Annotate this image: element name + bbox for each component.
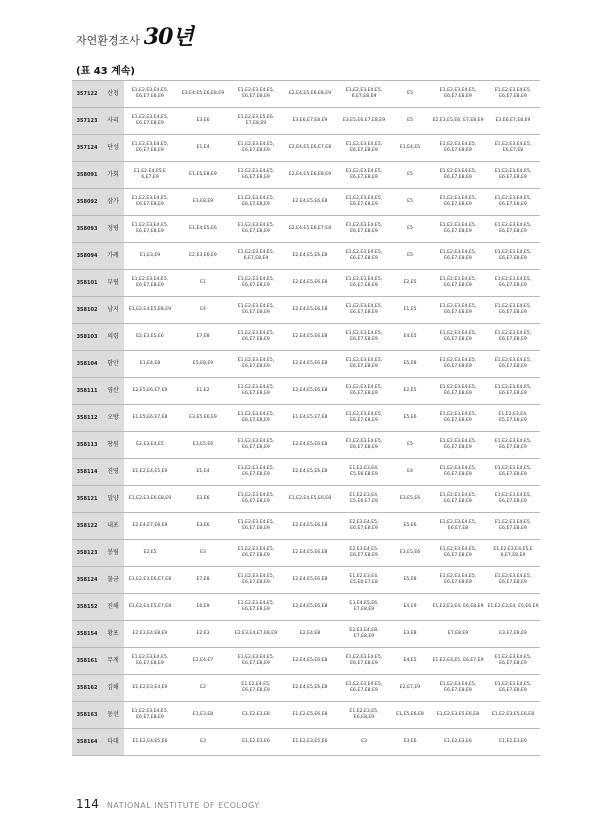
survey-value-cell: E2,E4,E5,E6,E8	[282, 540, 338, 567]
map-code-cell: 358104	[72, 351, 102, 378]
survey-value-cell: E2,E4,E5,E6,E8	[282, 675, 338, 702]
survey-value-cell: E1,E4	[176, 459, 230, 486]
survey-value-cell: E1,E2,E3,E4,E5, E6,E7,E8,E9	[486, 324, 540, 351]
survey-value-cell: E1,E5	[390, 297, 430, 324]
survey-value-cell: E7,E8,E9	[430, 621, 486, 648]
map-name-cell: 정평	[102, 216, 124, 243]
survey-value-cell: E1,E2,E4,E5, E6,E7,E9	[430, 648, 486, 675]
survey-value-cell: E1,E4,E8	[124, 351, 176, 378]
survey-value-cell: E1,E2,E3,E4,E5, E6,E7,E8,E9	[124, 270, 176, 297]
survey-value-cell: E1,E2,E3,E4,E5, E6,E7,E8,E9	[486, 162, 540, 189]
survey-value-cell: E2,E3	[176, 621, 230, 648]
survey-value-cell: E1,E2,E3,E4,E5, E6,E7,E8,E9	[338, 324, 390, 351]
survey-value-cell: E1,E2,E3,E5,E6,E8	[430, 702, 486, 729]
survey-value-cell: E1,E2,E3,E6,E8,E9	[124, 486, 176, 513]
survey-value-cell: E2,E3,E5,E6, E7,E8,E9	[430, 108, 486, 135]
survey-value-cell: E1,E2,E3,E4,E5, E6,E7,E8,E9	[486, 567, 540, 594]
map-code-cell: 358094	[72, 243, 102, 270]
map-name-cell: 진해	[102, 594, 124, 621]
table-row	[72, 297, 540, 324]
survey-value-cell: E1,E2,E4,E5,E7,E8	[124, 594, 176, 621]
survey-value-cell: E1,E2,E3,E4,E5, E6,E7,E8,E9	[230, 297, 282, 324]
survey-value-cell: E5	[390, 81, 430, 108]
page-header	[76, 20, 193, 51]
survey-value-cell: E1,E2,E3,E4,E5, E6,E7,E8,E9	[430, 162, 486, 189]
survey-value-cell: E1,E2,E3,E4,E5, E6,E7,E8,E9	[486, 513, 540, 540]
survey-value-cell: E1,E2,E3,E4,E5, E6,E7,E8,E9	[124, 189, 176, 216]
map-name-cell: 가례	[102, 243, 124, 270]
survey-value-cell: E1	[176, 270, 230, 297]
survey-value-cell: E1,E2	[176, 378, 230, 405]
map-code-cell: 358093	[72, 216, 102, 243]
survey-value-cell: E6,E9	[176, 594, 230, 621]
survey-value-cell: E1,E2,E3,E6	[430, 729, 486, 756]
page-number: 114	[76, 797, 99, 811]
survey-value-cell: E2,E4,E5,E6,E8	[282, 648, 338, 675]
map-name-cell: 밀양	[102, 486, 124, 513]
survey-value-cell: E1,E2,E3,E4, E5,E6,E7,E9	[338, 486, 390, 513]
survey-value-cell: E3	[176, 729, 230, 756]
table-row	[72, 459, 540, 486]
survey-value-cell: E1,E2,E3,E4,E5, E6,E7,E8,E9	[430, 135, 486, 162]
survey-value-cell: E2,E3,E5,E6	[124, 324, 176, 351]
survey-value-cell: E1,E2,E3,E8	[230, 702, 282, 729]
survey-value-cell: E1,E2,E3,E4,E5, E6,E7,E8,E9	[430, 540, 486, 567]
survey-value-cell: E1,E2,E3,E4,E5, E6,E7,E8,E9	[430, 405, 486, 432]
survey-value-cell: E2,E4,E5,E6,E8,E9	[282, 162, 338, 189]
survey-value-cell: E1,E2,E3,E4,E5, E6,E7,E8,E9	[430, 675, 486, 702]
survey-value-cell: E2,E3,E4,E8,E9	[124, 621, 176, 648]
survey-value-cell: E1,E2,E4,E5, E6,E7,E8,E9	[230, 675, 282, 702]
table-row	[72, 540, 540, 567]
survey-value-cell: E4	[176, 297, 230, 324]
survey-value-cell: E2,E4,E5,E6,E8	[282, 567, 338, 594]
map-name-cell: 가회	[102, 162, 124, 189]
map-code-cell: 358114	[72, 459, 102, 486]
survey-value-cell: E1,E2,E3,E4,E5, E6,E7,E8,E9	[124, 702, 176, 729]
survey-value-cell: E5,E8	[390, 351, 430, 378]
table-row	[72, 324, 540, 351]
survey-value-cell: E1,E2,E3,E4,E5, E6,E7,E8,E9	[230, 189, 282, 216]
survey-value-cell: E2,E4,E5,E6,E8	[282, 378, 338, 405]
survey-value-cell: E1,E2,E3,E4,E5, E6,E7,E8,E9	[230, 162, 282, 189]
survey-value-cell: E1,E2,E3,E6	[230, 729, 282, 756]
map-code-cell: 358161	[72, 648, 102, 675]
survey-value-cell: E3,E8	[390, 621, 430, 648]
survey-value-cell: E4	[390, 459, 430, 486]
survey-value-cell: E1,E2,E3,E4,E5, E6,E7,E8,E9	[486, 675, 540, 702]
survey-value-cell: E5	[390, 108, 430, 135]
survey-data-table	[72, 80, 540, 756]
survey-value-cell: E3,E6	[176, 108, 230, 135]
survey-value-cell: E1,E2,E3,E4,E5, E6,E7,E8,E9	[230, 351, 282, 378]
survey-value-cell: E3,E6	[176, 486, 230, 513]
map-name-cell: 봉림	[102, 540, 124, 567]
table-row	[72, 675, 540, 702]
survey-value-cell: E2,E4,E5,E6,E8	[282, 297, 338, 324]
survey-value-cell: E2,E3,E4,E7,E8,E9	[230, 621, 282, 648]
table-row	[72, 135, 540, 162]
survey-value-cell: E1,E2,E3,E4,E5, E6,E7,E8,E9	[230, 594, 282, 621]
survey-value-cell: E7,E8	[176, 567, 230, 594]
table-row	[72, 648, 540, 675]
survey-value-cell: E1,E3,E8	[176, 702, 230, 729]
survey-value-cell: E2,E4,E7,E8,E9	[124, 513, 176, 540]
survey-value-cell: E3,E5,E6,E7,E8,E9	[338, 108, 390, 135]
map-code-cell: 358152	[72, 594, 102, 621]
survey-value-cell: E3,E8,E9	[176, 189, 230, 216]
survey-value-cell: E1,E2,E3,E4,E5, E6,E7,E8,E9	[338, 270, 390, 297]
survey-value-cell: E3,E6,E7,E8,E9	[282, 108, 338, 135]
table-row	[72, 567, 540, 594]
survey-value-cell: E1,E2,E3,E4,E5, E6,E7,E8,E9	[338, 405, 390, 432]
table-body	[72, 81, 540, 756]
survey-value-cell: E1,E2,E3,E4, E5,E6,E8,E9	[338, 459, 390, 486]
survey-value-cell: E1,E2,E3,E4,E5, E6,E7,E8,E9	[486, 243, 540, 270]
map-name-cell: 의령	[102, 324, 124, 351]
survey-value-cell: E1,E2,E3,E4,E5, E6,E7,E8,E9	[486, 432, 540, 459]
survey-value-cell: E1,E2,E3,E4, E5,E7,E8,E9	[486, 405, 540, 432]
survey-value-cell: E2,E4,E5,E6,E8	[282, 351, 338, 378]
survey-value-cell: E1,E4,E5,E6	[176, 216, 230, 243]
survey-value-cell: E1,E2,E3,E4,E5, E6,E7,E8,E9	[230, 324, 282, 351]
table-row	[72, 81, 540, 108]
map-code-cell: 358163	[72, 702, 102, 729]
map-name-cell: 단성	[102, 135, 124, 162]
table-row	[72, 270, 540, 297]
survey-value-cell: E1,E2,E3,E4,E5, E6,E7,E8,E9	[338, 243, 390, 270]
survey-value-cell: E3,E6	[176, 513, 230, 540]
survey-value-cell: E1,E2,E3,E4,E5, E6,E7,E8,E9	[124, 648, 176, 675]
survey-value-cell: E1,E2,E3,E4,E5, E6,E7,E8,E9	[338, 675, 390, 702]
survey-value-cell: E1,E2,E3,E4,E5, E6,E7,E8,E9	[338, 351, 390, 378]
survey-value-cell: E1,E2,E3,E4,E5, E6,E7,E8,E9	[230, 567, 282, 594]
survey-value-cell: E1,E2,E3,E4,E5, E6,E7,E8,E9	[230, 648, 282, 675]
survey-value-cell: E3,E6,E7,E8,E9	[486, 108, 540, 135]
survey-value-cell: E2,E4,E5,E6,E8	[282, 243, 338, 270]
survey-value-cell: E2,E4,E5,E6,E7,E8	[282, 216, 338, 243]
map-code-cell: 358154	[72, 621, 102, 648]
survey-value-cell: E1,E5,E6,E8	[390, 702, 430, 729]
survey-value-cell: E2,E4,E7	[176, 648, 230, 675]
survey-value-cell: E2	[176, 675, 230, 702]
survey-value-cell: E1,E2,E4,E5,E6	[124, 729, 176, 756]
survey-value-cell: E2,E4,E5,E6,E8	[282, 432, 338, 459]
survey-value-cell: E1,E4,E5	[390, 135, 430, 162]
survey-value-cell: E4,E5	[390, 648, 430, 675]
table-row	[72, 702, 540, 729]
survey-value-cell: E2,E4,E5,E6,E8	[282, 594, 338, 621]
survey-value-cell: E1,E2,E3,E4,E5, E6,E7,E8,E9	[230, 432, 282, 459]
map-code-cell: 358091	[72, 162, 102, 189]
table-row	[72, 621, 540, 648]
survey-value-cell: E1,E2,E3,E4,E5, E6,E7,E8,E9	[338, 162, 390, 189]
survey-value-cell: E1,E3,E9	[124, 243, 176, 270]
survey-value-cell: E5	[390, 216, 430, 243]
map-name-cell: 오방	[102, 405, 124, 432]
survey-value-cell: E1,E2,E3,E4,E5, E6,E7,E8,E9	[486, 486, 540, 513]
survey-value-cell: E2,E3,E4,E8, E7,E8,E9	[338, 621, 390, 648]
survey-value-cell: E1,E2,E3,E4, E6,E8,E9	[430, 594, 486, 621]
survey-value-cell: E1,E2,E3,E4,E5, E6,E7,E8,E9	[430, 189, 486, 216]
survey-value-cell: E2,E4,E5,E6,E8	[282, 459, 338, 486]
survey-value-cell: E2,E3,E4,E5	[124, 432, 176, 459]
survey-value-cell: E1,E2,E3,E4,E5, E6,E7,E8	[430, 513, 486, 540]
survey-value-cell: E1,E2,E3,E4,E5,E 6,E7,E8,E9	[486, 540, 540, 567]
table-row	[72, 162, 540, 189]
survey-value-cell: E3,E5,E6,E9	[176, 405, 230, 432]
survey-value-cell: E1,E2,E3,E4,E5, E6,E7,E8,E9	[430, 81, 486, 108]
survey-value-cell: E4,E5	[390, 324, 430, 351]
map-name-cell: 물금	[102, 567, 124, 594]
survey-value-cell: E3,E5,E6	[390, 486, 430, 513]
survey-value-cell: E2,E4,E5,E6,E8	[282, 189, 338, 216]
map-code-cell: 357124	[72, 135, 102, 162]
survey-value-cell: E1,E2,E3,E5,E6	[282, 729, 338, 756]
survey-value-cell: E1,E2,E3,E4,E5, 6,E7,E8,E9	[338, 81, 390, 108]
survey-value-cell: E5	[390, 189, 430, 216]
survey-value-cell: E1,E2,E3,E4,E5, E6,E7,E8,E9	[338, 378, 390, 405]
survey-value-cell: E1,E2,E4,E5,E8,E9	[124, 297, 176, 324]
survey-value-cell: E2,E4,E5,E6,E8	[282, 513, 338, 540]
survey-value-cell: E3	[338, 729, 390, 756]
survey-value-cell: E1,E2,E3,E4,E5, E6,E7,E8,E9	[486, 378, 540, 405]
map-name-cell: 황포	[102, 621, 124, 648]
page-footer	[76, 797, 260, 811]
map-name-cell: 남지	[102, 297, 124, 324]
survey-value-cell: E1,E2,E4,E5,E6,E8	[282, 486, 338, 513]
table-row	[72, 486, 540, 513]
survey-value-cell: E1,E2,E3,E5,E6, E7,E8,E9	[230, 108, 282, 135]
survey-value-cell: E1,E2,E3,E6,E7,E8	[124, 567, 176, 594]
survey-value-cell: E3,E5,E6	[176, 432, 230, 459]
table-row	[72, 513, 540, 540]
survey-value-cell: E1,E2,E3,E4,E5, E6,E7,E8,E9	[230, 270, 282, 297]
survey-value-cell: E1,E2,E3,E4,E5, E6,E7,E8,E9	[230, 135, 282, 162]
survey-value-cell: E1,E2,E3,E4,E5, E6,E7,E8,E9	[430, 459, 486, 486]
survey-value-cell: E1,E2,E3,E4,E5, E6,E7,E8,E9	[124, 81, 176, 108]
survey-value-cell: E2,E5	[124, 540, 176, 567]
survey-value-cell: E2,E4,E5,E6,E8	[282, 324, 338, 351]
survey-value-cell: E5	[390, 432, 430, 459]
survey-value-cell: E1,E2,E3,E5,E6,E8	[486, 702, 540, 729]
map-code-cell: 358121	[72, 486, 102, 513]
map-name-cell: 함안	[102, 351, 124, 378]
survey-value-cell: E1,E2,E3,E4,E5, E6,E7,E8,E9	[486, 189, 540, 216]
survey-value-cell: E1,E2,E3,E4,E9	[124, 675, 176, 702]
table-row	[72, 216, 540, 243]
table-row	[72, 243, 540, 270]
survey-value-cell: E5	[390, 162, 430, 189]
survey-value-cell: E1,E2,E3,E4,E5, E6,E7,E8,E9	[486, 216, 540, 243]
survey-value-cell: E2,E3,E4,E5, E6,E7,E8,E9	[338, 540, 390, 567]
survey-value-cell: E2,E3,E6,E9	[176, 243, 230, 270]
map-code-cell: 358111	[72, 378, 102, 405]
survey-value-cell: E1,E2,E3,E4,E5, E6,E7,E8,E9	[230, 459, 282, 486]
survey-value-cell: E1,E2,E3,E4,E5, E6,E7,E8,E9	[430, 351, 486, 378]
survey-value-cell: E1,E5,E6,E7,E8	[124, 405, 176, 432]
table-row	[72, 432, 540, 459]
survey-value-cell: E5,E8	[390, 567, 430, 594]
survey-value-cell: E1,E2,E3,E4,E5, E6,E7,E8,E9	[230, 513, 282, 540]
survey-value-cell: E1,E2,E3,E4,E5, E6,E7,E8,E9	[486, 297, 540, 324]
survey-value-cell: E1,E2,E3,E4,E5, E6,E7,E8,E9	[430, 378, 486, 405]
table-row	[72, 351, 540, 378]
map-code-cell: 358162	[72, 675, 102, 702]
map-code-cell: 358122	[72, 513, 102, 540]
survey-value-cell: E4,E9	[390, 594, 430, 621]
table-row	[72, 378, 540, 405]
survey-value-cell: E5	[390, 243, 430, 270]
survey-value-cell: E1,E2,E3,E4,E5, E6,E7,E8,E9	[338, 135, 390, 162]
survey-value-cell: E2,E4,E8	[282, 621, 338, 648]
survey-value-cell: E1,E2,E3,E4,E5, E6,E7,E8,E9	[430, 432, 486, 459]
survey-value-cell: E3,E6	[390, 729, 430, 756]
map-name-cell: 부림	[102, 270, 124, 297]
survey-value-cell: E2,E3,E4,E5, E6,E7,E8,E9	[338, 513, 390, 540]
map-name-cell: 사리	[102, 108, 124, 135]
survey-value-cell: E1,E2,E3,E4,E5, E6,E7,E8,E9	[486, 648, 540, 675]
survey-value-cell: E1,E2,E3,E4,E5, E6,E7,E8,E9	[230, 405, 282, 432]
survey-value-cell: E5,E6	[390, 513, 430, 540]
table-row	[72, 108, 540, 135]
map-name-cell: 산청	[102, 81, 124, 108]
survey-value-cell: E5,E6	[390, 405, 430, 432]
survey-value-cell: E1,E2,E3,E4,E5, E6,E7,E8,E9	[338, 648, 390, 675]
map-code-cell: 358092	[72, 189, 102, 216]
survey-value-cell: E1,E2,E3,E4,E5, E6,E7,E8,E9	[230, 378, 282, 405]
survey-value-cell: E1,E2,E3,E4,E5, E6,E7,E8,E9	[486, 459, 540, 486]
map-name-cell: 동선	[102, 702, 124, 729]
survey-value-cell: E3	[176, 540, 230, 567]
survey-value-cell: E1,E2,E3,E4,E5, E6,E7,E8,E9	[338, 189, 390, 216]
survey-value-cell: E1,E2,E3,E4,E5, E6,E7,E8,E9	[124, 216, 176, 243]
survey-value-cell: E1,E4	[176, 135, 230, 162]
survey-value-cell: E2,E4,E5,E6,E8	[282, 270, 338, 297]
survey-value-cell: E1,E2,E3,E4,E5, E6,E7,E8,E9	[124, 135, 176, 162]
survey-value-cell: E1,E2,E3,E4,E5, 6,E7,E8,E9	[230, 243, 282, 270]
survey-value-cell: E1,E2,E3,E4,E5, E6,E7,E8,E9	[430, 486, 486, 513]
map-name-cell: 내포	[102, 513, 124, 540]
map-code-cell: 358101	[72, 270, 102, 297]
survey-value-cell: E2,E4,E5,E6,E8,E9	[282, 81, 338, 108]
survey-value-cell: E1,E2,E3,E4,E5, E6,E7,E8,E9	[486, 270, 540, 297]
map-name-cell: 창원	[102, 432, 124, 459]
survey-value-cell: E1,E2,E3,E4,E5, E6,E7,E8,E9	[430, 270, 486, 297]
anniversary-logo: 30년	[143, 24, 193, 50]
map-code-cell: 358112	[72, 405, 102, 432]
survey-value-cell: E1,E2,E3,E4,E5, E6,E7,E8,E9	[230, 540, 282, 567]
publisher-name: NATIONAL INSTITUTE OF ECOLOGY	[106, 801, 260, 810]
table-row	[72, 189, 540, 216]
map-name-cell: 삼가	[102, 189, 124, 216]
map-name-cell: 영산	[102, 378, 124, 405]
table-row	[72, 405, 540, 432]
survey-value-cell: E1,E2,E4,E5,E 6,E7,E9	[124, 162, 176, 189]
survey-value-cell: E5,E8,E9	[176, 351, 230, 378]
map-code-cell: 357123	[72, 108, 102, 135]
survey-value-cell: E3,E5,E6	[390, 540, 430, 567]
survey-value-cell: E1,E2,E4,E5,E9	[124, 459, 176, 486]
table-caption: (표 43 계속)	[76, 66, 135, 77]
map-code-cell: 358113	[72, 432, 102, 459]
survey-value-cell: E1,E2,E3,E4,E5, E6,E7,E8,E9	[230, 486, 282, 513]
survey-value-cell: E1,E2,E3,E4,E5, E6,E7,E8,E9	[338, 297, 390, 324]
survey-value-cell: E1,E2,E3,E4,E5, E6,E7,E8,E9	[486, 81, 540, 108]
map-name-cell: 진영	[102, 459, 124, 486]
map-name-cell: 무계	[102, 648, 124, 675]
survey-value-cell: E1,E2,E3,E4,E5, E6,E7,E8,E9	[430, 567, 486, 594]
survey-value-cell: E1,E2,E3,E4,E5, E6,E7,E8,E9	[338, 216, 390, 243]
survey-value-cell: E3,E4,E5,E6,E8,E9	[176, 81, 230, 108]
survey-value-cell: E2,E5	[390, 270, 430, 297]
survey-value-cell: E3,E4,E5,E6, E7,E8,E9	[338, 594, 390, 621]
survey-value-cell: E2,E5	[390, 378, 430, 405]
map-code-cell: 357122	[72, 81, 102, 108]
survey-value-cell: E7,E8	[176, 324, 230, 351]
survey-value-cell: E2,E4,E5,E6,E7,E8	[282, 135, 338, 162]
survey-value-cell: E1,E2,E3,E6	[486, 729, 540, 756]
map-name-cell: 다대	[102, 729, 124, 756]
table-row	[72, 594, 540, 621]
survey-value-cell: E2,E7,E9	[390, 675, 430, 702]
survey-value-cell: E1,E2,E3,E4,E5, E6,E7,E8,E9	[430, 297, 486, 324]
map-code-cell: 358124	[72, 567, 102, 594]
survey-value-cell: E1,E2,E3,E4,E5, E6,E7,E8,E9	[230, 216, 282, 243]
table-row	[72, 729, 540, 756]
map-code-cell: 358164	[72, 729, 102, 756]
map-code-cell: 358103	[72, 324, 102, 351]
map-code-cell: 358123	[72, 540, 102, 567]
survey-value-cell: E1,E2,E3,E4,E5, E6,E7,E8,E9	[124, 108, 176, 135]
survey-value-cell: E1,E2,E3,E4,E5, E6,E7,E8,E9	[430, 324, 486, 351]
survey-value-cell: E1,E2,E3,E4,E5, E6,E7,E8,E9	[230, 81, 282, 108]
survey-value-cell: E1,E2,E3,E5, E6,E8,E9	[338, 702, 390, 729]
survey-value-cell: E1,E2,E3,E4,E5, E6,E7,E8,E9	[486, 351, 540, 378]
survey-value-cell: E1,E2,E3,E4, E5,E6,E7,E8	[338, 567, 390, 594]
survey-value-cell: E1,E2,E3,E4,E5, E6,E7,E8	[486, 135, 540, 162]
map-code-cell: 358102	[72, 297, 102, 324]
survey-value-cell: E1,E2,E3,E4,E5, E6,E7,E8,E9	[430, 216, 486, 243]
survey-value-cell: E1,E2,E3,E4,E5, E6,E7,E8,E9	[430, 243, 486, 270]
survey-value-cell: E2,E5,E6,E7,E9	[124, 378, 176, 405]
survey-value-cell: E1,E5,E8,E9	[176, 162, 230, 189]
map-name-cell: 김해	[102, 675, 124, 702]
survey-value-cell: E3,E7,E8,E9	[486, 621, 540, 648]
survey-value-cell: E1,E4,E5,E7,E8	[282, 405, 338, 432]
header-title: 자연환경조사	[76, 34, 140, 47]
survey-value-cell: E1,E2,E5,E6,E8	[282, 702, 338, 729]
survey-value-cell: E1,E2,E3,E4,E5, E6,E7,E8,E9	[338, 432, 390, 459]
survey-value-cell: E1,E2,E3,E4, E5,E6,E9	[486, 594, 540, 621]
